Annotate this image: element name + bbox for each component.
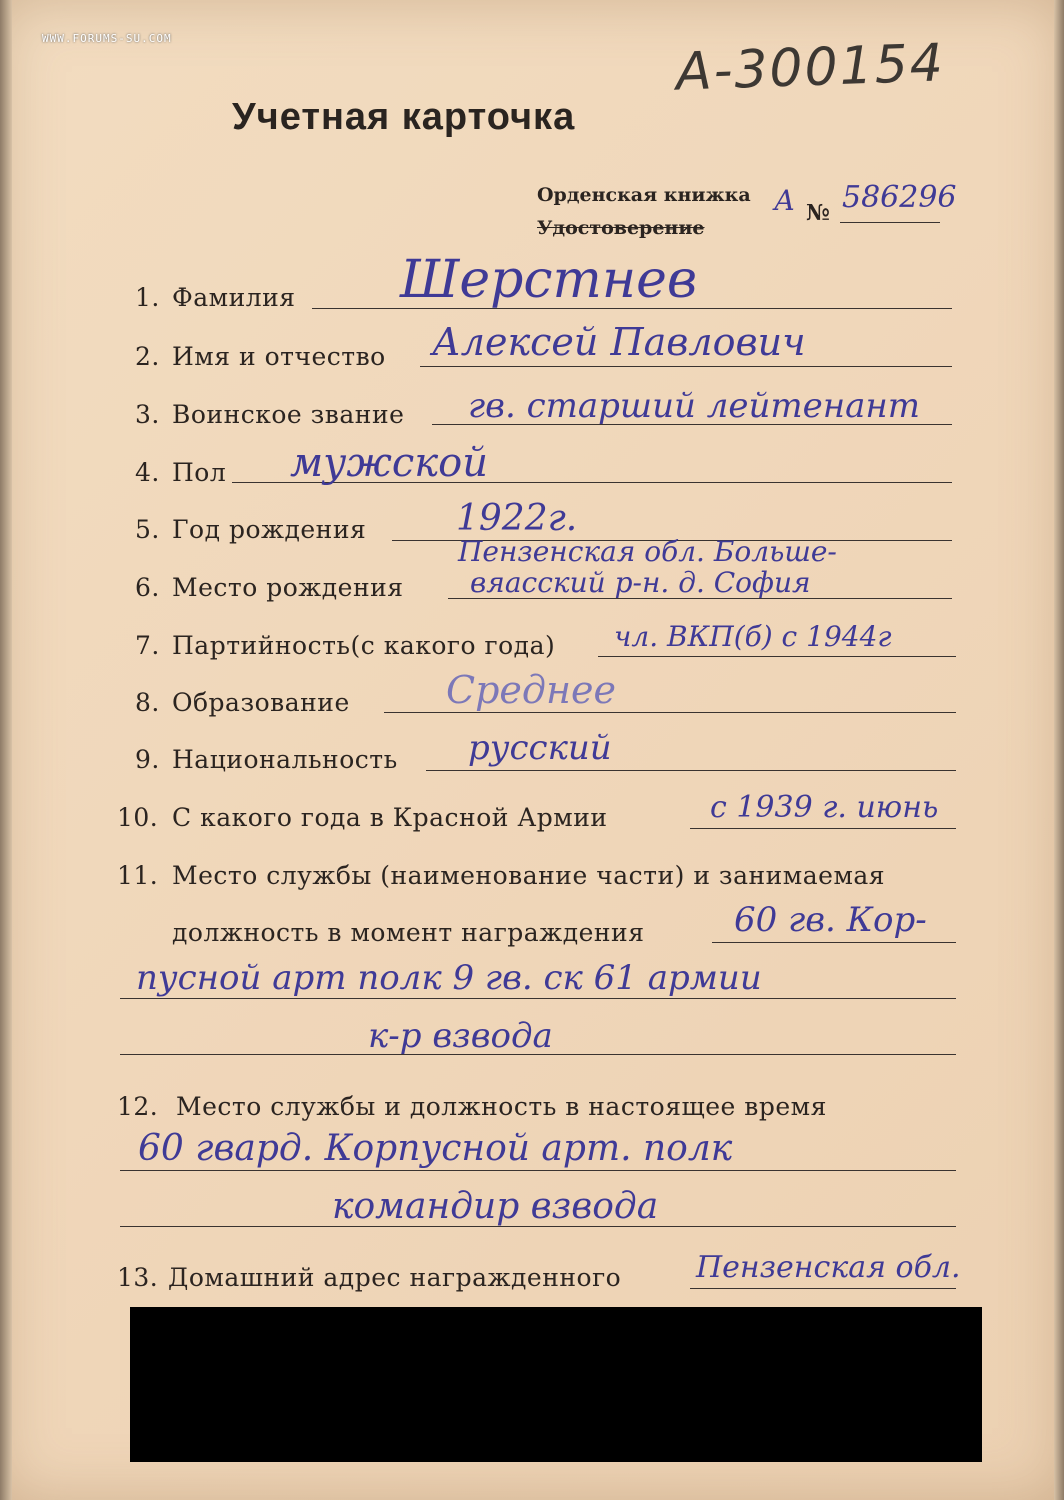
- field-2-line: [420, 366, 952, 367]
- field-10-line: [690, 828, 956, 829]
- field-3-value: гв. старший лейтенант: [468, 386, 921, 426]
- field-5-number: 5.: [135, 515, 160, 544]
- field-3-number: 3.: [135, 400, 160, 429]
- book-series: А: [774, 184, 796, 217]
- field-1-label: Фамилия: [172, 283, 296, 312]
- field-9-label: Национальность: [172, 745, 398, 774]
- field-11-label-line2: должность в момент награждения: [172, 918, 645, 947]
- field-3-label: Воинское звание: [172, 400, 405, 429]
- field-12-value-line2: командир взвода: [332, 1186, 659, 1227]
- field-10-value: с 1939 г. июнь: [710, 790, 939, 825]
- book-number-line: [840, 222, 940, 223]
- field-12-line1: [120, 1170, 956, 1171]
- field-4-value: мужской: [290, 440, 488, 486]
- field-12-label: Место службы и должность в настоящее время: [176, 1092, 827, 1121]
- number-sign: №: [806, 200, 830, 226]
- order-book-label: Орденская книжка: [537, 184, 751, 206]
- field-7-label: Партийность(с какого года): [172, 631, 556, 660]
- field-2-label: Имя и отчество: [172, 342, 386, 371]
- field-11-line2: [120, 998, 956, 999]
- field-6-value-line1: Пензенская обл. Больше-: [458, 535, 837, 568]
- field-11-line1: [712, 942, 956, 943]
- field-6-value-line2: вяасский р-н. д. София: [470, 566, 811, 599]
- field-5-label: Год рождения: [172, 515, 367, 544]
- field-11-value-line3: к-р взвода: [368, 1016, 553, 1056]
- certificate-label: Удостоверение: [537, 217, 705, 239]
- field-1-number: 1.: [135, 283, 160, 312]
- paper-edge-left: [0, 0, 12, 1500]
- field-13-number: 13.: [117, 1263, 159, 1292]
- field-7-number: 7.: [135, 631, 160, 660]
- field-8-value: Среднее: [446, 668, 616, 712]
- field-8-label: Образование: [172, 688, 350, 717]
- field-6-label: Место рождения: [172, 573, 404, 602]
- field-10-label: С какого года в Красной Армии: [172, 803, 608, 832]
- field-12-value-line1: 60 гвард. Корпусной арт. полк: [138, 1128, 733, 1169]
- card-title: Учетная карточка: [232, 96, 576, 138]
- field-12-number: 12.: [117, 1092, 159, 1121]
- field-5-value: 1922г.: [456, 498, 578, 539]
- field-11-value-line2: пусной арт полк 9 гв. ск 61 армии: [136, 958, 762, 998]
- field-2-number: 2.: [135, 342, 160, 371]
- field-6-number: 6.: [135, 573, 160, 602]
- field-9-line: [426, 770, 956, 771]
- field-9-value: русский: [468, 728, 612, 768]
- archive-number: А-300154: [675, 33, 946, 103]
- field-11-value-line1: 60 гв. Кор-: [734, 900, 927, 940]
- book-number: 586296: [842, 180, 957, 215]
- field-13-label: Домашний адрес награжденного: [168, 1263, 622, 1292]
- field-2-value: Алексей Павлович: [432, 320, 806, 364]
- redaction-box: [130, 1307, 982, 1462]
- field-4-label: Пол: [172, 458, 227, 487]
- watermark: WWW.FORUMS-SU.COM: [42, 32, 172, 45]
- field-7-line: [598, 656, 956, 657]
- field-8-number: 8.: [135, 688, 160, 717]
- field-4-number: 4.: [135, 458, 160, 487]
- field-8-line: [384, 712, 956, 713]
- field-9-number: 9.: [135, 745, 160, 774]
- field-10-number: 10.: [117, 803, 159, 832]
- field-11-number: 11.: [117, 861, 159, 890]
- field-11-label: Место службы (наименование части) и занимаемая: [172, 861, 886, 890]
- field-1-value: Шерстнев: [400, 250, 698, 310]
- field-13-value: Пензенская обл.: [696, 1250, 961, 1285]
- paper-edge-right: [1054, 0, 1064, 1500]
- field-7-value: чл. ВКП(б) с 1944г: [614, 620, 892, 653]
- field-13-line: [690, 1288, 956, 1289]
